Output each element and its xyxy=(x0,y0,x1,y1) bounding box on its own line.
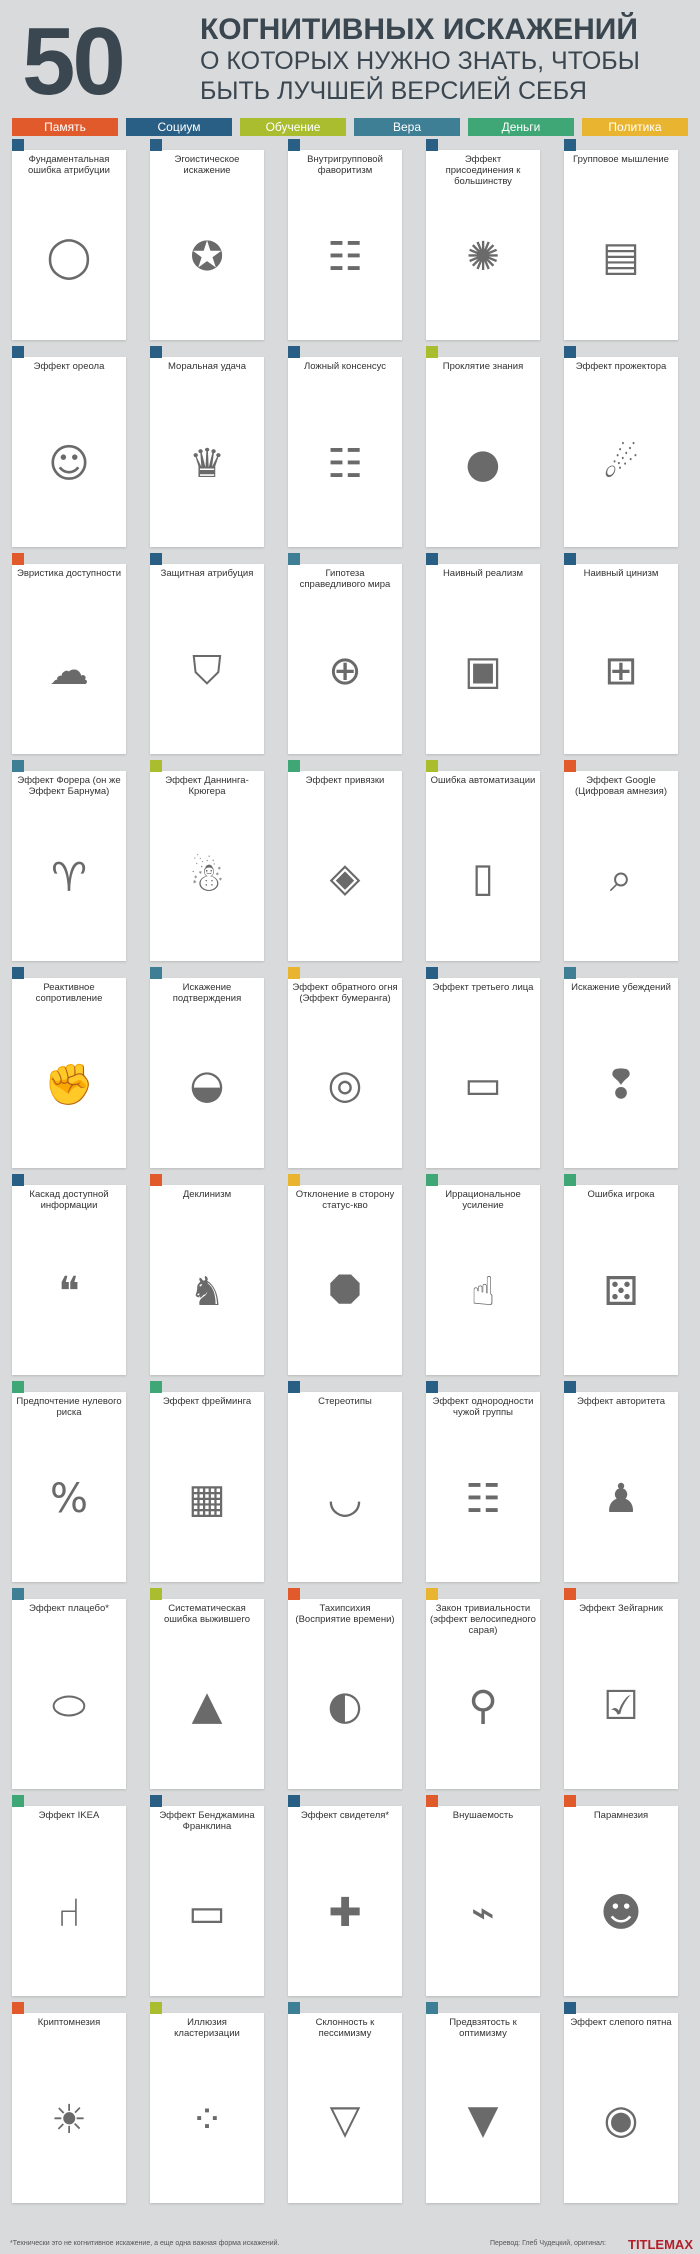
bias-title: Защитная атрибуция xyxy=(160,568,254,579)
category-tag xyxy=(426,553,438,565)
category-tags xyxy=(12,1173,126,1185)
bias-title: Отклонение в сторону статус-кво xyxy=(295,1189,395,1211)
crowd-icon: ☷ xyxy=(465,1476,501,1522)
category-tags xyxy=(426,1587,540,1599)
category-tag xyxy=(288,2002,300,2014)
bias-card xyxy=(288,150,402,340)
category-tag xyxy=(150,1381,162,1393)
category-tags xyxy=(150,1587,264,1599)
header-title xyxy=(200,14,690,106)
bias-title: Эффект IKEA xyxy=(38,1810,100,1821)
bias-card xyxy=(150,1599,264,1789)
legend-item: Обучение xyxy=(240,118,346,136)
header xyxy=(0,0,700,118)
category-tags xyxy=(150,138,264,150)
bias-card xyxy=(288,978,402,1168)
bias-title: Искажение убеждений xyxy=(571,982,671,993)
bias-title: Эффект ореола xyxy=(33,361,105,372)
category-tags xyxy=(288,966,402,978)
bias-card xyxy=(150,564,264,754)
bias-title: Эффект Google (Цифровая амнезия) xyxy=(575,775,667,797)
bias-title: Предвзятость к оптимизму xyxy=(449,2017,517,2039)
dice-icon: ⚄ xyxy=(603,1269,639,1315)
spinner-icon: ✺ xyxy=(466,234,500,280)
bias-title: Каскад доступной информации xyxy=(29,1189,109,1211)
category-tags xyxy=(150,1794,264,1806)
category-tag xyxy=(12,1588,24,1600)
category-tag xyxy=(564,139,576,151)
bias-card xyxy=(426,1185,540,1375)
shield-icon: ⛉ xyxy=(192,648,222,694)
bias-card xyxy=(12,150,126,340)
boxing-icon: ✊ xyxy=(44,1062,94,1108)
bias-card xyxy=(564,357,678,547)
empty-glass-icon: ▽ xyxy=(329,2097,361,2143)
pill-icon: ⬭ xyxy=(51,1683,87,1729)
sun-icon: ☀ xyxy=(51,2097,87,2143)
bias-card xyxy=(288,564,402,754)
category-tags xyxy=(564,1587,678,1599)
gift-icon: ⊞ xyxy=(604,648,638,694)
category-tags xyxy=(288,1380,402,1392)
angel-icon: ☺ xyxy=(48,441,90,487)
bias-card xyxy=(426,978,540,1168)
cigarette-icon: ⌁ xyxy=(470,1890,496,1936)
bias-title: Эффект присоединения к большинству xyxy=(445,154,521,187)
category-tags xyxy=(12,552,126,564)
person-icon: ☃ xyxy=(189,855,225,901)
disc-icon: ◎ xyxy=(327,1062,363,1108)
bias-card xyxy=(288,1806,402,1996)
bias-card xyxy=(564,771,678,961)
category-tag xyxy=(564,1588,576,1600)
bias-card xyxy=(288,771,402,961)
chair-icon: ⑁ xyxy=(57,1890,81,1936)
legend-item: Политика xyxy=(582,118,688,136)
category-tags xyxy=(12,1380,126,1392)
category-tag xyxy=(426,346,438,358)
category-tags xyxy=(564,552,678,564)
category-tags xyxy=(288,138,402,150)
category-tags xyxy=(564,759,678,771)
bias-card xyxy=(288,1185,402,1375)
bias-title: Эффект Бенджамина Франклина xyxy=(159,1810,255,1832)
bias-title: Иллюзия кластеризации xyxy=(174,2017,240,2039)
titlemax-logo: TITLEMAX xyxy=(628,2237,693,2252)
bias-card xyxy=(426,150,540,340)
bias-title: Внушаемость xyxy=(452,1810,514,1821)
phone-icon: ▯ xyxy=(471,855,494,901)
category-tag xyxy=(426,1174,438,1186)
bias-card xyxy=(150,150,264,340)
newspaper-icon: ▤ xyxy=(602,234,640,280)
category-tags xyxy=(150,966,264,978)
legend-item: Память xyxy=(12,118,118,136)
category-tag xyxy=(12,1795,24,1807)
category-tags xyxy=(426,345,540,357)
bias-card xyxy=(150,1392,264,1582)
mountain-icon: ▲ xyxy=(191,1683,223,1729)
bias-title: Внутригрупповой фаворитизм xyxy=(307,154,383,176)
category-tags xyxy=(150,345,264,357)
category-tag xyxy=(288,1588,300,1600)
bias-card xyxy=(12,1185,126,1375)
category-tag xyxy=(564,553,576,565)
bias-title: Эффект слепого пятна xyxy=(570,2017,672,2028)
header-line-3: БЫТЬ ЛУЧШЕЙ ВЕРСИЕЙ СЕБЯ xyxy=(200,77,587,105)
category-tag xyxy=(12,760,24,772)
zero-percent-icon: % xyxy=(49,1476,88,1522)
category-tag xyxy=(12,1174,24,1186)
category-tag xyxy=(150,139,162,151)
category-tag xyxy=(426,1795,438,1807)
category-tags xyxy=(564,138,678,150)
bias-title: Систематическая ошибка выжившего xyxy=(164,1603,250,1625)
globe-icon: ⊕ xyxy=(328,648,362,694)
bias-card xyxy=(150,357,264,547)
category-tag xyxy=(12,553,24,565)
bias-card xyxy=(12,2013,126,2203)
bias-card xyxy=(150,1806,264,1996)
category-tags xyxy=(564,345,678,357)
category-tag xyxy=(150,1795,162,1807)
search-icon: ⌕ xyxy=(609,855,633,901)
bias-title: Ошибка игрока xyxy=(587,1189,655,1200)
chart-icon: ▦ xyxy=(188,1476,226,1522)
category-tag xyxy=(150,1174,162,1186)
bias-title: Эффект третьего лица xyxy=(432,982,534,993)
category-tags xyxy=(426,1380,540,1392)
category-tag xyxy=(12,346,24,358)
bias-card xyxy=(288,1599,402,1789)
category-tag xyxy=(564,2002,576,2014)
footer xyxy=(0,2236,700,2254)
bias-title: Наивный цинизм xyxy=(583,568,659,579)
bias-card xyxy=(12,978,126,1168)
bias-card xyxy=(12,771,126,961)
bias-title: Эгоистическое искажение xyxy=(174,154,240,176)
thought-icon: ☁ xyxy=(49,648,89,694)
category-tags xyxy=(288,552,402,564)
face-icon: ☻ xyxy=(600,1890,642,1936)
category-tag xyxy=(150,2002,162,2014)
bias-card xyxy=(150,771,264,961)
bias-title: Стереотипы xyxy=(318,1396,372,1407)
bias-card xyxy=(288,1392,402,1582)
bias-title: Деклинизм xyxy=(182,1189,232,1200)
category-tag xyxy=(426,2002,438,2014)
category-tag xyxy=(150,1588,162,1600)
bias-title: Ошибка автоматизации xyxy=(430,775,536,786)
category-tag xyxy=(288,553,300,565)
bias-title: Закон тривиальности (эффект велосипедного сарая) xyxy=(430,1603,536,1636)
translator-credit: Перевод: Глеб Чудецкий, оригинал: xyxy=(490,2240,606,2247)
legend-item: Вера xyxy=(354,118,460,136)
bias-card xyxy=(564,1806,678,1996)
bias-title: Моральная удача xyxy=(168,361,246,372)
bias-title: Эффект Даннинга-Крюгера xyxy=(165,775,249,797)
price-tag-icon: ◈ xyxy=(329,855,361,901)
category-tags xyxy=(426,759,540,771)
category-tags xyxy=(288,1794,402,1806)
bias-card xyxy=(150,978,264,1168)
bias-card xyxy=(12,1599,126,1789)
category-tags xyxy=(426,552,540,564)
category-tags xyxy=(12,2001,126,2013)
bias-card xyxy=(564,1599,678,1789)
header-number: 50 xyxy=(22,8,123,115)
category-tag xyxy=(288,1381,300,1393)
category-tag xyxy=(288,139,300,151)
category-tag xyxy=(288,346,300,358)
bias-card xyxy=(426,357,540,547)
chat-icon: ❝ xyxy=(58,1269,80,1315)
category-tag xyxy=(564,1174,576,1186)
stop-icon: ⯃ xyxy=(329,1269,361,1315)
category-tag xyxy=(564,1381,576,1393)
bias-card xyxy=(288,2013,402,2203)
bias-title: Криптомнезия xyxy=(37,2017,101,2028)
category-tags xyxy=(288,1173,402,1185)
footnote: *Технически это не когнитивное искажение, а еще одна важная форма искажений. xyxy=(10,2240,280,2247)
category-tag xyxy=(288,760,300,772)
eye-icon: ◉ xyxy=(603,2097,639,2143)
bias-title: Проклятие знания xyxy=(442,361,524,372)
category-tag xyxy=(288,1795,300,1807)
bias-card xyxy=(564,1392,678,1582)
award-icon: ✪ xyxy=(190,234,224,280)
bias-card xyxy=(12,1806,126,1996)
category-tags xyxy=(288,1587,402,1599)
category-tags xyxy=(150,1380,264,1392)
category-tag xyxy=(564,346,576,358)
camera-icon: ▣ xyxy=(464,648,502,694)
category-tag xyxy=(426,1588,438,1600)
tv-icon: ▭ xyxy=(464,1062,502,1108)
speech-icon: ❢ xyxy=(604,1062,638,1108)
ambulance-icon: ✚ xyxy=(328,1890,362,1936)
category-tags xyxy=(12,345,126,357)
bias-title: Иррациональное усиление xyxy=(445,1189,521,1211)
header-line-1: КОГНИТИВНЫХ ИСКАЖЕНИЙ xyxy=(200,13,638,46)
category-tags xyxy=(150,2001,264,2013)
bias-title: Эффект плацебо* xyxy=(29,1603,109,1614)
bias-title: Парамнезия xyxy=(593,1810,649,1821)
category-tag xyxy=(426,1381,438,1393)
bias-card xyxy=(150,2013,264,2203)
category-legend xyxy=(0,118,700,136)
category-tags xyxy=(288,2001,402,2013)
knight-icon: ♞ xyxy=(189,1269,225,1315)
bias-title: Эвристика доступности xyxy=(16,568,122,579)
bias-card xyxy=(564,564,678,754)
category-tag xyxy=(564,1795,576,1807)
category-tags xyxy=(12,138,126,150)
category-tags xyxy=(564,966,678,978)
category-tag xyxy=(564,760,576,772)
bias-title: Эффект фрейминга xyxy=(162,1396,252,1407)
category-tag xyxy=(426,967,438,979)
glasses-icon: ◐ xyxy=(327,1683,363,1729)
category-tags xyxy=(564,1380,678,1392)
trophy-icon: ♛ xyxy=(189,441,225,487)
checkbox-icon: ☑ xyxy=(603,1683,639,1729)
hands-icon: ☝ xyxy=(470,1269,496,1315)
category-tags xyxy=(564,2001,678,2013)
spotlight-icon: ☄ xyxy=(603,441,639,487)
full-glass-icon: ▼ xyxy=(467,2097,499,2143)
category-tags xyxy=(150,1173,264,1185)
scatter-icon: ⁘ xyxy=(190,2097,224,2143)
category-tags xyxy=(426,1173,540,1185)
category-tag xyxy=(150,346,162,358)
category-tag xyxy=(150,553,162,565)
category-tags xyxy=(150,552,264,564)
bias-card xyxy=(12,564,126,754)
bias-title: Гипотеза справедливого мира xyxy=(299,568,391,590)
banknote-icon: ▭ xyxy=(188,1890,226,1936)
category-tags xyxy=(12,759,126,771)
bias-card xyxy=(564,978,678,1168)
category-tag xyxy=(12,139,24,151)
bias-title: Эффект Форера (он же Эффект Барнума) xyxy=(17,775,121,797)
category-tags xyxy=(426,2001,540,2013)
bias-card xyxy=(288,357,402,547)
suit-icon: ♟ xyxy=(603,1476,639,1522)
bias-title: Ложный консенсус xyxy=(303,361,386,372)
category-tags xyxy=(426,966,540,978)
bias-card xyxy=(564,2013,678,2203)
category-tags xyxy=(12,1587,126,1599)
category-tag xyxy=(12,1381,24,1393)
header-line-2: О КОТОРЫХ НУЖНО ЗНАТЬ, ЧТОБЫ xyxy=(200,47,640,75)
zodiac-icon: ♈ xyxy=(51,855,87,901)
lashes-icon: ◡ xyxy=(327,1476,363,1522)
bias-card xyxy=(12,357,126,547)
bias-title: Эффект однородности чужой группы xyxy=(432,1396,534,1418)
category-tag xyxy=(426,760,438,772)
bias-card xyxy=(564,1185,678,1375)
bias-title: Эффект обратного огня (Эффект бумеранга) xyxy=(292,982,398,1004)
bias-title: Склонность к пессимизму xyxy=(315,2017,375,2039)
bicycle-icon: ⚲ xyxy=(468,1683,498,1729)
bias-title: Эффект свидетеля* xyxy=(300,1810,390,1821)
bias-card xyxy=(426,1392,540,1582)
legend-item: Деньги xyxy=(468,118,574,136)
category-tags xyxy=(426,1794,540,1806)
bias-card xyxy=(564,150,678,340)
category-tags xyxy=(12,1794,126,1806)
category-tags xyxy=(564,1173,678,1185)
category-tag xyxy=(150,760,162,772)
category-tag xyxy=(288,1174,300,1186)
ufo-icon: ◒ xyxy=(189,1062,225,1108)
mirror-icon: ◯ xyxy=(46,234,92,280)
bias-title: Реактивное сопротивление xyxy=(35,982,103,1004)
category-tags xyxy=(288,345,402,357)
category-tag xyxy=(150,967,162,979)
category-tag xyxy=(564,967,576,979)
bias-card xyxy=(426,1599,540,1789)
category-tags xyxy=(564,1794,678,1806)
category-tags xyxy=(288,759,402,771)
bias-title: Групповое мышление xyxy=(573,154,669,165)
bias-title: Искажение подтверждения xyxy=(172,982,242,1004)
bias-card xyxy=(12,1392,126,1582)
people-icon: ☷ xyxy=(327,234,363,280)
category-tags xyxy=(12,966,126,978)
apple-icon: ● xyxy=(465,441,501,487)
bias-title: Эффект авторитета xyxy=(577,1396,665,1407)
category-tags xyxy=(426,138,540,150)
bias-card xyxy=(426,771,540,961)
category-tag xyxy=(12,967,24,979)
category-tag xyxy=(426,139,438,151)
category-tag xyxy=(12,2002,24,2014)
bias-title: Наивный реализм xyxy=(442,568,524,579)
bias-title: Фундаментальная ошибка атрибуции xyxy=(28,154,110,176)
bias-title: Эффект Зейгарник xyxy=(579,1603,663,1614)
bias-title: Тахипсихия (Восприятие времени) xyxy=(295,1603,395,1625)
bias-card xyxy=(426,564,540,754)
legend-item: Социум xyxy=(126,118,232,136)
bias-title: Предпочтение нулевого риска xyxy=(16,1396,122,1418)
category-tags xyxy=(150,759,264,771)
bias-card xyxy=(426,2013,540,2203)
bias-title: Эффект прожектора xyxy=(575,361,667,372)
bias-title: Эффект привязки xyxy=(305,775,385,786)
category-tag xyxy=(288,967,300,979)
group-icon: ☷ xyxy=(327,441,363,487)
bias-card xyxy=(426,1806,540,1996)
bias-card xyxy=(150,1185,264,1375)
